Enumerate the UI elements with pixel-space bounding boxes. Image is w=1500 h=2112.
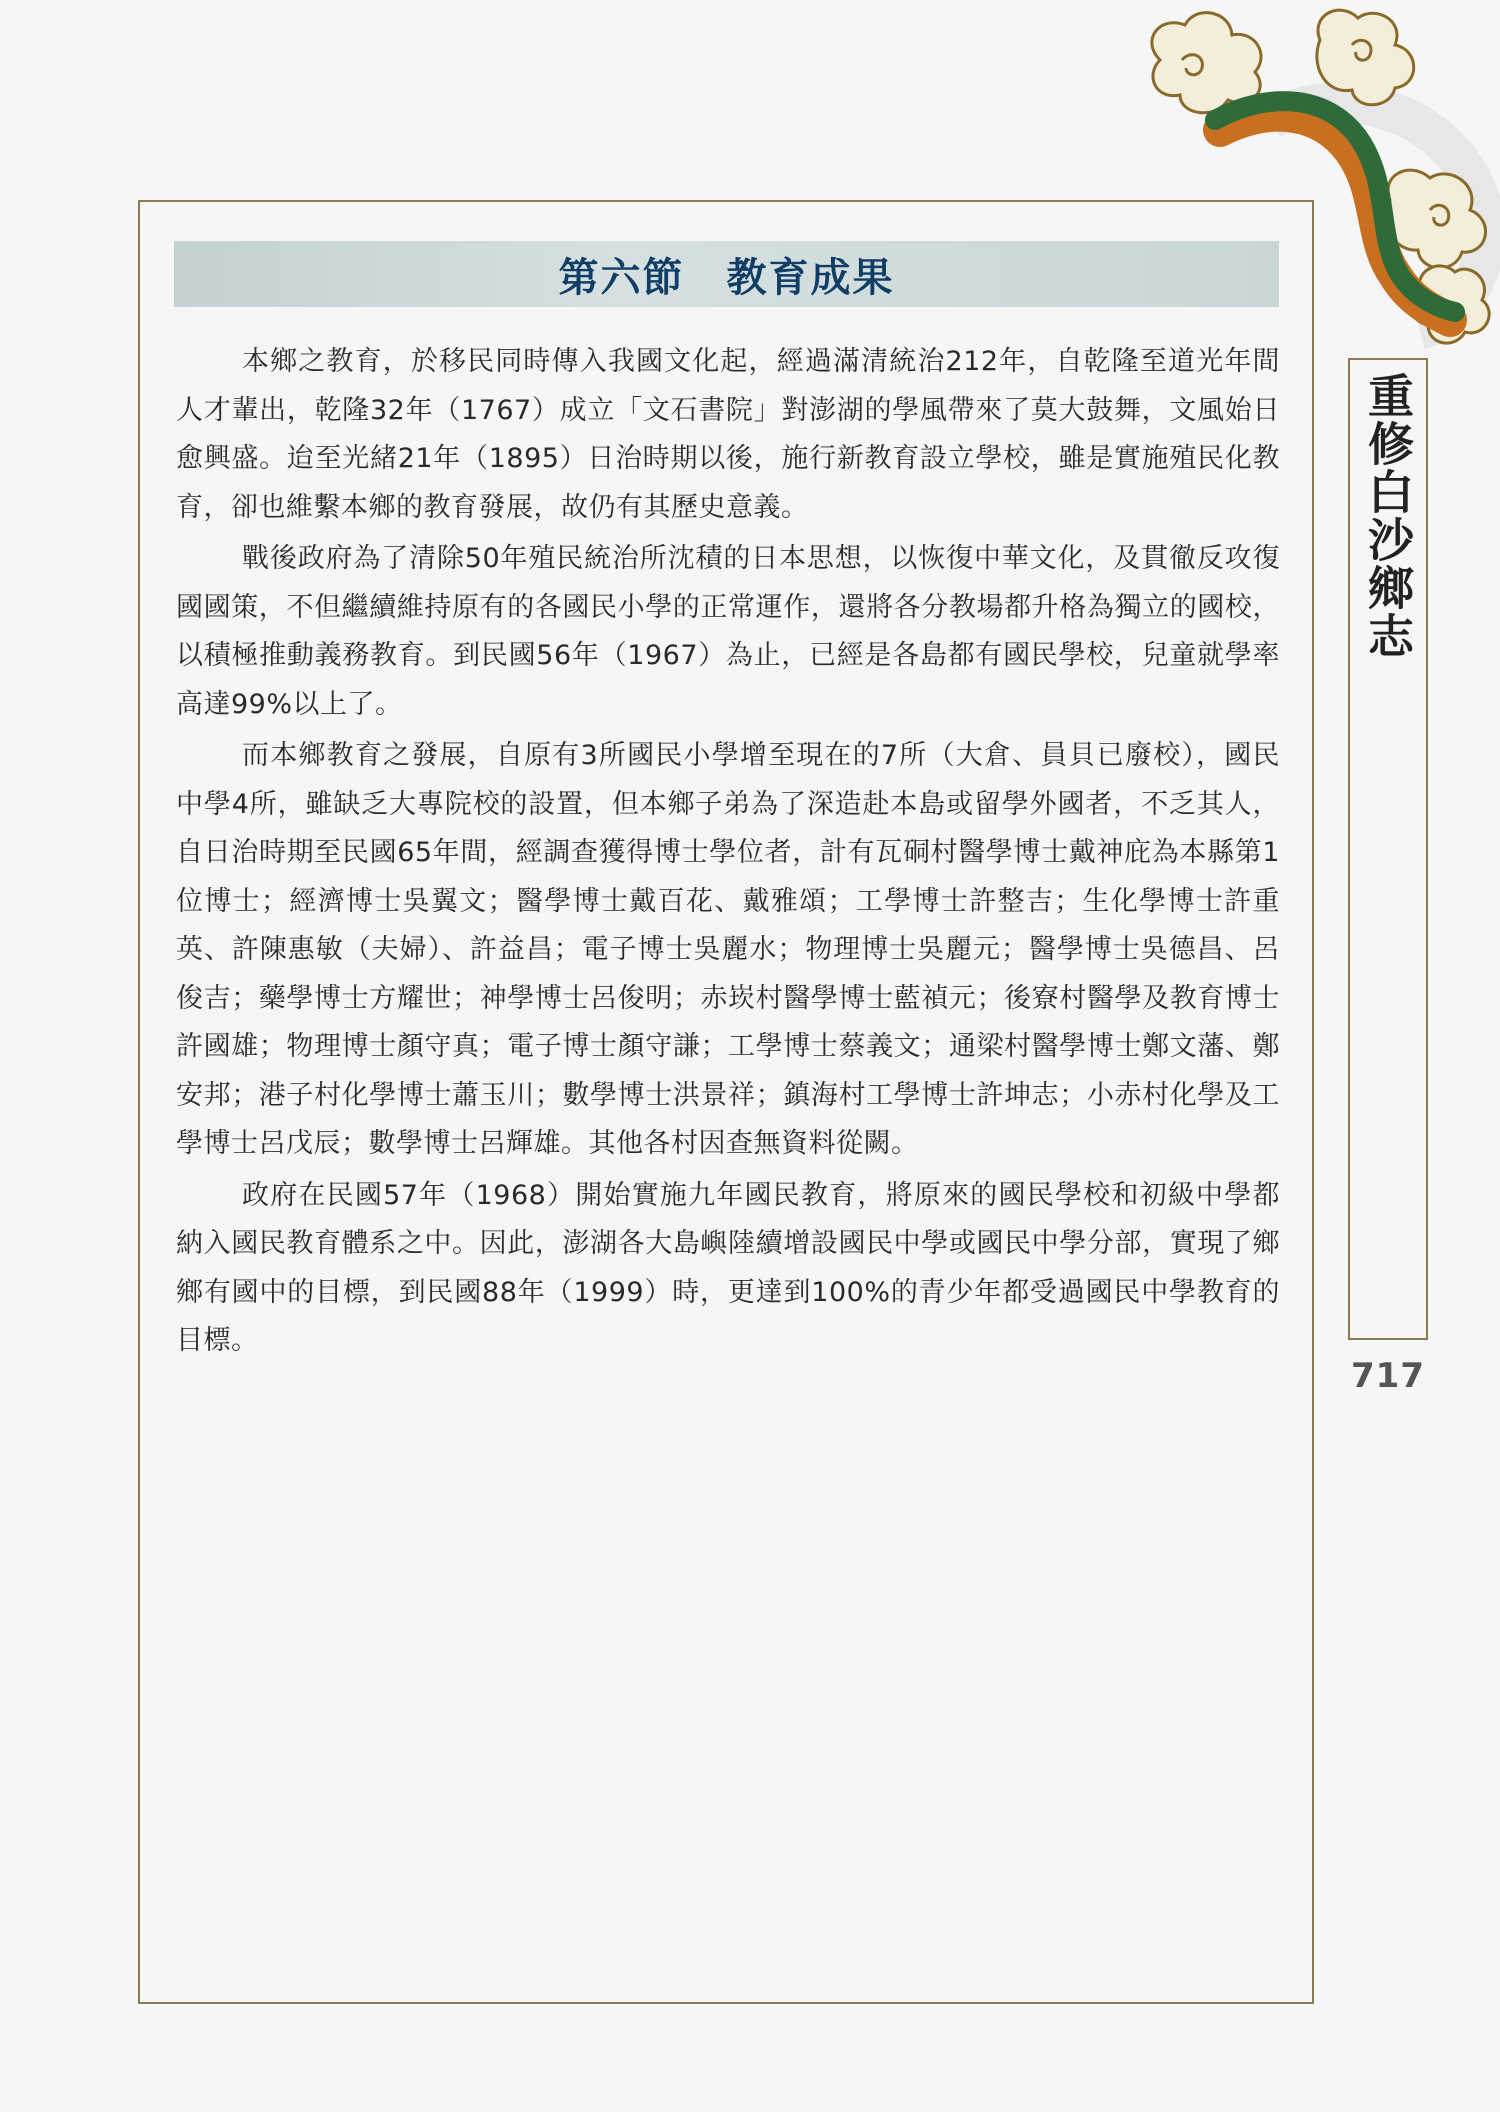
paragraph-4: 政府在民國57年（1968）開始實施九年國民教育，將原來的國民學校和初級中學都納入國民教育體系之中。因此，澎湖各大島嶼陸續增設國民中學或國民中學分部，實現了鄉鄉有國中的目標，到民國88年（1999）時，更達到100%的青少年都受過國民中學教育的目標。 bbox=[176, 1179, 1280, 1356]
book-title: 重修白沙鄉志 bbox=[1361, 372, 1415, 660]
section-title-bar bbox=[174, 241, 1279, 307]
paragraph-1: 本鄉之教育，於移民同時傳入我國文化起，經過滿清統治212年，自乾隆至道光年間人才輩出，乾隆32年（1767）成立「文石書院」對澎湖的學風帶來了莫大鼓舞，文風始日愈興盛。迨至光緒21年（1895）日治時期以後，施行新教育設立學校，雖是實施殖民化教育，卻也維繫本鄉的教育發展，故仍有其歷史意義。 bbox=[176, 346, 1280, 523]
paragraph-3: 而本鄉教育之發展，自原有3所國民小學增至現在的7所（大倉、員貝已廢校），國民中學4所，雖缺乏大專院校的設置，但本鄉子弟為了深造赴本島或留學外國者，不乏其人，自日治時期至民國65年間，經調查獲得博士學位者，計有瓦硐村醫學博士戴神庇為本縣第1位博士；經濟博士吳翼文；醫學博士戴百花、戴雅頌；工學博士許整吉；生化學博士許重英、許陳惠敏（夫婦）、許益昌；電子博士吳麗水；物理博士吳麗元；醫學博士吳德昌、呂俊吉；藥學博士方耀世；神學博士呂俊明；赤崁村醫學博士藍禎元；後寮村醫學及教育博士許國雄；物理博士顏守真；電子博士顏守謙；工學博士蔡義文；通梁村醫學博士鄭文藩、鄭安邦；港子村化學博士蕭玉川；數學博士洪景祥；鎮海村工學博士許坤志；小赤村化學及工學博士呂戊辰；數學博士呂輝雄。其他各村因查無資料從闕。 bbox=[176, 740, 1280, 1159]
section-title: 第六節 教育成果 bbox=[558, 253, 895, 301]
paragraph-2: 戰後政府為了清除50年殖民統治所沈積的日本思想，以恢復中華文化，及貫徹反攻復國國策，不但繼續維持原有的各國民小學的正常運作，還將各分教場都升格為獨立的國校，以積極推動義務教育。到民國56年（1967）為止，已經是各島都有國民學校，兒童就學率高達99%以上了。 bbox=[176, 543, 1280, 720]
page-number: 717 bbox=[1351, 1356, 1425, 1396]
body-text bbox=[176, 338, 1280, 1369]
